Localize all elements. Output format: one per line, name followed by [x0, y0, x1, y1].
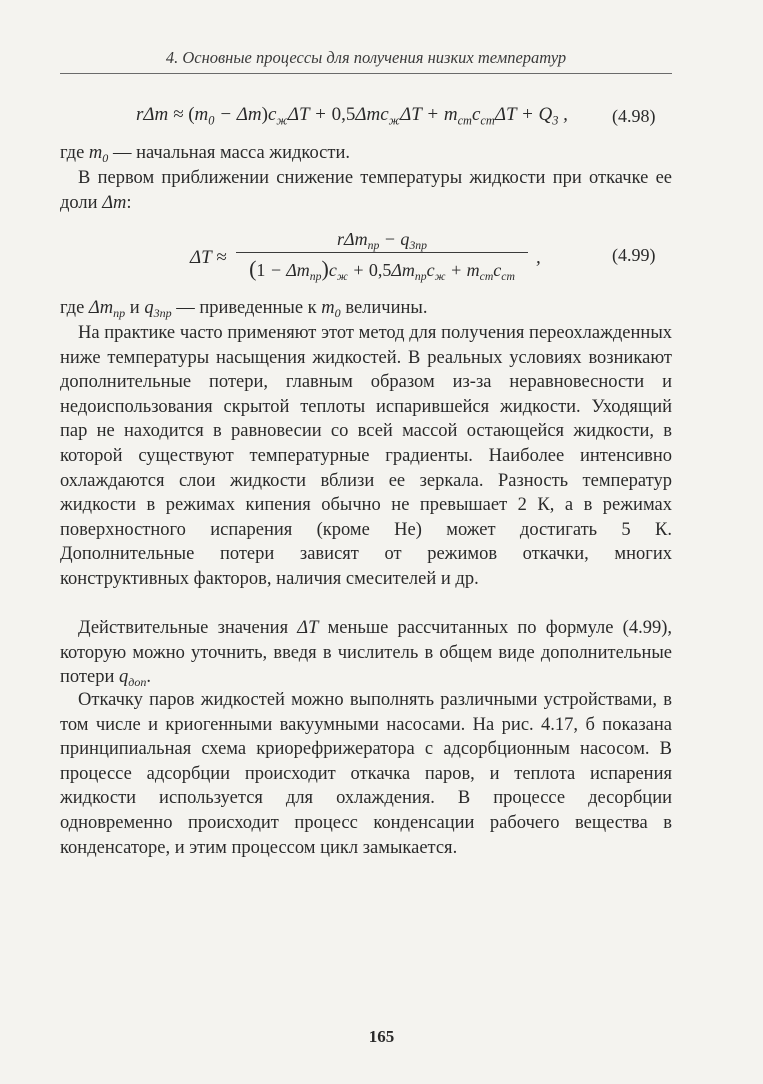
text-after-4-99: где $\Delta m_{пр}$ и $q_{3пр}$ — приведенные к $m_0$ величины. [60, 298, 428, 321]
paragraph-pumping: Откачку паров жидкостей можно выполнять различными устройствами, в том числе и криогенными вакуумными насосами. На рис. 4.17, б показана принципиальная схема криорефрижератора с адсорбционным насосом. В процессе адсорбции происходит откачка паров, и теплота испарения жидкости используется для охлаждения. В процессе десорбции одновременно происходит процесс конденсации рабочего вещества в конденсаторе, и этим процессом цикл замыкается. [60, 690, 672, 858]
paragraph-approximation: В первом приближении снижение температуры жидкости при откачке ее доли Δm: [60, 168, 672, 213]
fraction-denominator: $(1 - \Delta m_{пр})c_ж + 0,5\Delta m_{пр}c_ж + m_{ст}c_{ст}$ [249, 256, 515, 284]
fraction-numerator: $r\Delta m_{пр} - q_{3пр}$ [337, 229, 427, 253]
equation-4-98: $r\Delta m \approx (m_0 - \Delta m)c_ж\Delta T + 0,5\Delta mc_ж\Delta T + m_{ст}c_{ст}\Delta T + Q_3$ , [136, 104, 568, 128]
paragraph-actual-values: Действительные значения ΔT меньше рассчитанных по формуле (4.99), которую можно уточнить, введя в числитель в общем виде дополнительные потери $q_{доп}$. [60, 618, 673, 690]
equation-4-99-fraction [236, 228, 528, 283]
fraction-bar [236, 252, 528, 253]
equation-number-4-98: (4.98) [612, 106, 656, 126]
header-rule [60, 73, 672, 74]
paragraph-practice: На практике часто применяют этот метод для получения переохлажденных ниже температуры насыщения жидкостей. В реальных условиях возникают дополнительные потери, главным образом из-за неравновесности и недоиспользования скрытой теплоты испарившейся жидкости. Уходящий пар не находится в равновесии со всей массой остающейся жидкости, в которой существуют температурные градиенты. Наиболее интенсивно охлаждаются слои жидкости вблизи ее зеркала. Разность температур жидкости в режимах кипения обычно не превышает 2 К, а в режимах поверхностного испарения (кроме He) может достигать 5 К. Дополнительные потери зависят от режимов откачки, многих конструктивных факторов, наличия смесителей и др. [60, 323, 672, 589]
equation-number-4-99: (4.99) [612, 245, 656, 265]
equation-4-99-comma: , [536, 247, 541, 268]
text-after-4-98: где $m_0$ — начальная масса жидкости. [60, 143, 350, 166]
equation-4-99-lhs: ΔT ≈ [190, 247, 227, 268]
running-header: 4. Основные процессы для получения низких температур [165, 48, 567, 67]
page-number: 165 [368, 1027, 395, 1046]
